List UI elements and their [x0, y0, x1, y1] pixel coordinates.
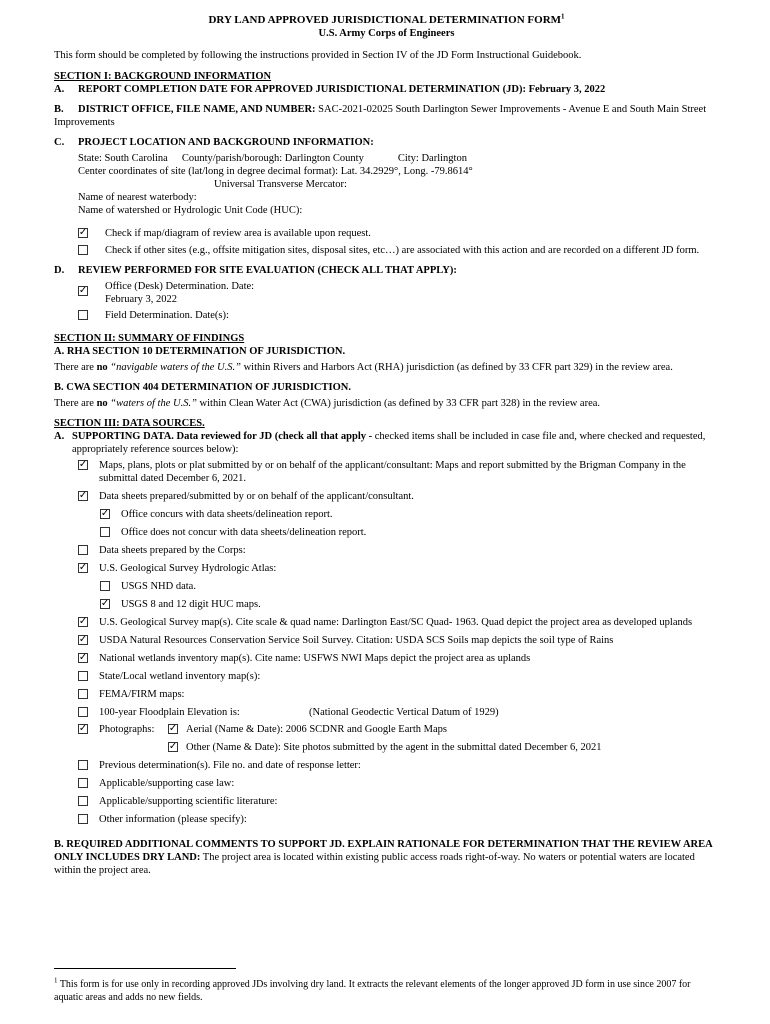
data-source-text: U.S. Geological Survey Hydrologic Atlas:: [99, 563, 277, 574]
office-determination-checkbox[interactable]: ✓: [78, 285, 88, 296]
section-1a: A. REPORT COMPLETION DATE FOR APPROVED JURISDICTIONAL DETERMINATION (JD): February 3, 2022: [54, 84, 606, 95]
data-source-checkbox[interactable]: [78, 778, 88, 788]
section-3a-heading: A. SUPPORTING DATA. Data reviewed for JD (check all that apply - checked items shall be included in case file and, where checked and requested, appropriately reference sources below):: [54, 431, 706, 455]
data-source-text: U.S. Geological Survey map(s). Cite scale & quad name: Darlington East/SC Quad- 1963. Quad depict the project area as developed uplands: [99, 617, 693, 628]
data-source-text: Previous determination(s). File no. and date of response letter:: [99, 760, 361, 771]
data-source-item: [78, 634, 719, 647]
map-available-checkbox[interactable]: ✓: [78, 227, 88, 238]
section-2a-heading: A. RHA SECTION 10 DETERMINATION OF JURISDICTION.: [54, 346, 346, 357]
data-source-item: [100, 508, 719, 521]
state-value: State: South Carolina: [78, 153, 168, 164]
county-value: County/parish/borough: Darlington County: [181, 153, 364, 164]
nearest-waterbody: Name of nearest waterbody:: [78, 192, 197, 203]
form-page: [54, 14, 719, 877]
map-available-row: ✓ Check if map/diagram of review area is available upon request.: [78, 227, 371, 239]
section-2b-heading: B. CWA SECTION 404 DETERMINATION OF JURISDICTION.: [54, 382, 351, 393]
data-source-checkbox[interactable]: ✓: [78, 490, 88, 501]
field-determination-checkbox[interactable]: [78, 310, 88, 320]
aerial-photos-checkbox[interactable]: ✓: [168, 723, 178, 734]
data-source-checkbox[interactable]: ✓: [100, 508, 110, 519]
office-date: February 3, 2022: [105, 294, 178, 305]
data-source-item: [78, 777, 719, 790]
section-1d-heading: D. REVIEW PERFORMED FOR SITE EVALUATION (CHECK ALL THAT APPLY):: [54, 265, 457, 276]
data-source-checkbox[interactable]: [78, 689, 88, 699]
data-source-item: [100, 526, 719, 539]
data-source-item: [78, 490, 719, 503]
data-sources-list: [54, 459, 719, 719]
data-source-text: Applicable/supporting case law:: [99, 778, 235, 789]
data-source-text: Office concurs with data sheets/delineation report.: [121, 509, 333, 520]
section-3-heading: SECTION III: DATA SOURCES.: [54, 418, 205, 429]
photographs-checkbox[interactable]: ✓: [78, 723, 88, 734]
data-source-text: Data sheets prepared by the Corps:: [99, 545, 246, 556]
data-source-text: 100-year Floodplain Elevation is:: [99, 707, 240, 718]
city-value: City: Darlington: [397, 153, 467, 164]
data-source-text: State/Local wetland inventory map(s):: [99, 671, 261, 682]
data-source-checkbox[interactable]: [78, 545, 88, 555]
data-sources-list-2: [54, 759, 719, 826]
other-photos-row: ✓ Other (Name & Date): Site photos submitted by the agent in the submittal dated December 6, 2021: [168, 741, 602, 753]
footnote: $^1$ This form is for use only in recording approved JDs involving dry land. It extracts the relevant elements of the longer approved JD form in use since 2007 for aquatic areas and adds no new fields.: [54, 976, 691, 1003]
footnote-marker: 1: [561, 12, 565, 21]
other-photos-checkbox[interactable]: ✓: [168, 741, 178, 752]
form-instructions: This form should be completed by following the instructions provided in Section IV of the JD Form Instructional Guidebook.: [54, 50, 582, 61]
form-subtitle: U.S. Army Corps of Engineers: [318, 28, 455, 39]
section-2b-text: There are no “waters of the U.S.” within Clean Water Act (CWA) jurisdiction (as defined by 33 CFR part 328) in the review area.: [54, 398, 601, 409]
data-source-checkbox[interactable]: [78, 814, 88, 824]
data-source-item: [78, 813, 719, 826]
data-source-text: USDA Natural Resources Conservation Service Soil Survey. Citation: USDA SCS Soils map depicts the soil type of Rains: [99, 635, 614, 646]
data-source-extra: (National Geodectic Vertical Datum of 1929): [309, 707, 499, 718]
project-location: [54, 152, 719, 217]
data-source-item: [78, 688, 719, 701]
data-source-checkbox[interactable]: ✓: [78, 652, 88, 663]
field-determination-row: Field Determination. Date(s):: [54, 309, 719, 322]
data-source-checkbox[interactable]: [78, 671, 88, 681]
data-source-text: Office does not concur with data sheets/delineation report.: [121, 527, 367, 538]
data-source-item: [78, 544, 719, 557]
watershed-huc: Name of watershed or Hydrologic Unit Code (HUC):: [78, 205, 303, 216]
data-source-item: [78, 706, 719, 719]
data-source-text: USGS 8 and 12 digit HUC maps.: [121, 599, 261, 610]
office-determination-row: ✓ Office (Desk) Determination. Date: February 3, 2022: [78, 281, 255, 305]
section-3b: B. REQUIRED ADDITIONAL COMMENTS TO SUPPORT JD. EXPLAIN RATIONALE FOR DETERMINATION THAT THE REVIEW AREA ONLY INCLUDES DRY LAND: The project area is located within existing public access roads right-of-way. No waters or potential waters are located within the project area.: [54, 839, 713, 876]
data-source-text: Maps, plans, plots or plat submitted by or on behalf of the applicant/consultant: Maps and report submitted by the Brigman Company in the submittal dated December 6, 2021.: [99, 460, 686, 484]
data-source-text: Applicable/supporting scientific literature:: [99, 796, 278, 807]
data-source-checkbox[interactable]: [100, 527, 110, 537]
data-source-item: [78, 652, 719, 665]
data-source-text: Data sheets prepared/submitted by or on behalf of the applicant/consultant.: [99, 491, 414, 502]
utm-label: Universal Transverse Mercator:: [214, 179, 347, 190]
footnote-divider: [54, 968, 236, 969]
data-source-item: [78, 562, 719, 575]
data-source-checkbox[interactable]: ✓: [78, 459, 88, 470]
photographs-row: ✓ Photographs: ✓ Aerial (Name & Date): 2006 SCDNR and Google Earth Maps: [78, 723, 447, 735]
data-source-item: [78, 759, 719, 772]
section-2-heading: SECTION II: SUMMARY OF FINDINGS: [54, 333, 245, 344]
data-source-checkbox[interactable]: ✓: [78, 634, 88, 645]
data-source-checkbox[interactable]: ✓: [100, 598, 110, 609]
section-1-heading: SECTION I: BACKGROUND INFORMATION: [54, 71, 272, 82]
data-source-text: USGS NHD data.: [121, 581, 196, 592]
data-source-checkbox[interactable]: ✓: [78, 562, 88, 573]
other-sites-checkbox[interactable]: [78, 245, 88, 255]
data-source-item: [78, 795, 719, 808]
section-1b: B. DISTRICT OFFICE, FILE NAME, AND NUMBER: SAC-2021-02025 South Darlington Sewer Improvements - Avenue E and South Main Street Improvements: [54, 104, 707, 128]
data-source-item: [100, 598, 719, 611]
data-source-text: National wetlands inventory map(s). Cite name: USFWS NWI Maps depict the project area as uplands: [99, 653, 531, 664]
data-source-item: [100, 580, 719, 593]
data-source-checkbox[interactable]: [78, 707, 88, 717]
data-source-checkbox[interactable]: [100, 581, 110, 591]
data-source-item: [78, 616, 719, 629]
data-source-text: FEMA/FIRM maps:: [99, 689, 185, 700]
data-source-checkbox[interactable]: [78, 760, 88, 770]
other-sites-row: Check if other sites (e.g., offsite mitigation sites, disposal sites, etc…) are associated with this action and are recorded on a different JD form.: [54, 244, 719, 257]
data-source-checkbox[interactable]: ✓: [78, 616, 88, 627]
data-source-text: Other information (please specify):: [99, 814, 247, 825]
data-source-checkbox[interactable]: [78, 796, 88, 806]
coordinates: Center coordinates of site (lat/long in degree decimal format): Lat. 34.2929°, Long. -79.8614°: [78, 166, 473, 177]
section-2a-text: There are no “navigable waters of the U.S.” within Rivers and Harbors Act (RHA) jurisdiction (as defined by 33 CFR part 329) in the review area.: [54, 362, 673, 373]
data-source-item: [78, 459, 719, 485]
section-1c-heading: C. PROJECT LOCATION AND BACKGROUND INFORMATION:: [54, 137, 374, 148]
data-source-item: [78, 670, 719, 683]
form-title: DRY LAND APPROVED JURISDICTIONAL DETERMINATION FORM$^1$: [208, 12, 565, 26]
